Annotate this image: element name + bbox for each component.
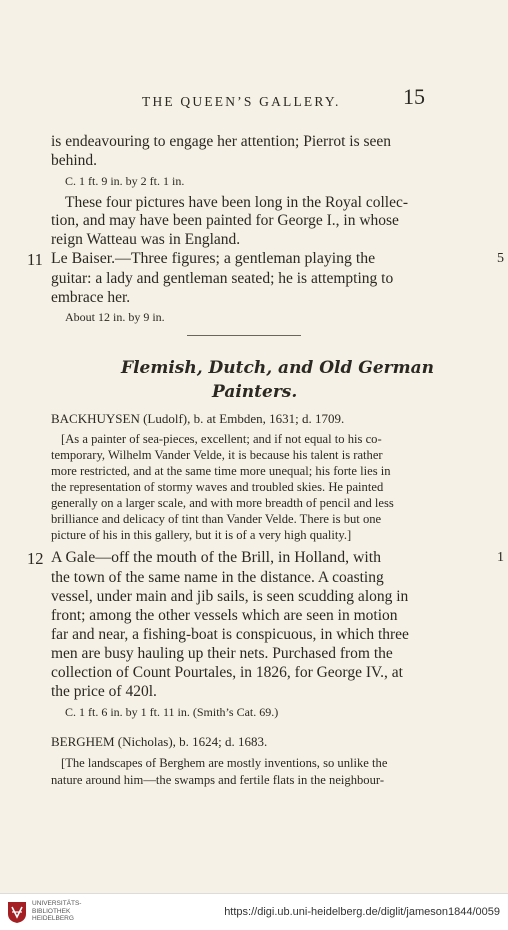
- margin-number: 1: [497, 550, 504, 565]
- section-heading: Painters.: [212, 382, 298, 402]
- text-line: reign Watteau was in England.: [51, 231, 241, 248]
- text-line: collection of Count Pourtales, in 1826, for George IV., at: [51, 664, 403, 681]
- entry-title-line: A Gale—off the mouth of the Brill, in Holland, with: [51, 549, 382, 566]
- text-line: guitar: a lady and gentleman seated; he is attempting to: [51, 270, 394, 287]
- page-number: 15: [403, 84, 425, 109]
- text-line: is endeavouring to engage her attention; Pierrot is seen: [51, 133, 392, 150]
- text-line: generally on a larger scale, and with more breadth of pencil and less: [51, 496, 394, 510]
- margin-number: 5: [497, 251, 504, 266]
- section-divider: [187, 335, 301, 336]
- text-line: vessel, under main and jib sails, is seen scudding along in: [51, 588, 409, 605]
- text-line: These four pictures have been long in the Royal collec-: [65, 194, 409, 211]
- text-line: behind.: [51, 152, 98, 169]
- source-url[interactable]: https://digi.ub.uni-heidelberg.de/diglit/jameson1844/0059: [224, 906, 500, 918]
- library-name: UNIVERSITÄTS- BIBLIOTHEK HEIDELBERG: [32, 900, 82, 923]
- text-line: tion, and may have been painted for George I., in whose: [51, 212, 399, 229]
- text-line: embrace her.: [51, 289, 131, 306]
- artist-heading: BERGHEM (Nicholas), b. 1624; d. 1683.: [51, 734, 268, 749]
- text-line: temporary, Wilhelm Vander Velde, it is because his talent is rather: [51, 448, 383, 462]
- dimension-line: C. 1 ft. 6 in. by 1 ft. 11 in. (Smith’s Cat. 69.): [65, 705, 279, 719]
- entry-title-line: Le Baiser.—Three figures; a gentleman playing the: [51, 250, 376, 267]
- text-line: the town of the same name in the distance. A coasting: [51, 569, 384, 586]
- dimension-line: C. 1 ft. 9 in. by 2 ft. 1 in.: [65, 174, 185, 188]
- item-number: 12: [27, 549, 44, 568]
- artist-heading: BACKHUYSEN (Ludolf), b. at Embden, 1631; d. 1709.: [51, 411, 345, 426]
- running-head: THE QUEEN’S GALLERY.: [142, 94, 341, 109]
- text-line: brilliance and delicacy of tint than Vander Velde. There is but one: [51, 512, 382, 526]
- dimension-line: About 12 in. by 9 in.: [65, 310, 165, 324]
- text-line: more restricted, and at the same time more unequal; his forte lies in: [51, 464, 391, 478]
- text-line: the price of 420l.: [51, 683, 157, 700]
- text-line: far and near, a fishing-boat is conspicuous, in which three: [51, 626, 409, 643]
- text-line: [As a painter of sea-pieces, excellent; and if not equal to his co-: [61, 432, 382, 446]
- text-line: front; among the other vessels which are seen in motion: [51, 607, 398, 624]
- viewer-footer: [0, 893, 508, 930]
- section-heading: Flemish, Dutch, and Old German: [121, 358, 434, 378]
- item-number: 11: [27, 250, 43, 269]
- text-line: nature around him—the swamps and fertile flats in the neighbour-: [51, 773, 385, 787]
- university-seal-icon: [6, 900, 28, 924]
- text-line: [The landscapes of Berghem are mostly inventions, so unlike the: [61, 756, 388, 770]
- text-line: picture of his in this gallery, but it is of a very high quality.]: [51, 528, 352, 542]
- text-line: the representation of stormy waves and troubled skies. He painted: [51, 480, 384, 494]
- text-line: men are busy hauling up their nets. Purchased from the: [51, 645, 393, 662]
